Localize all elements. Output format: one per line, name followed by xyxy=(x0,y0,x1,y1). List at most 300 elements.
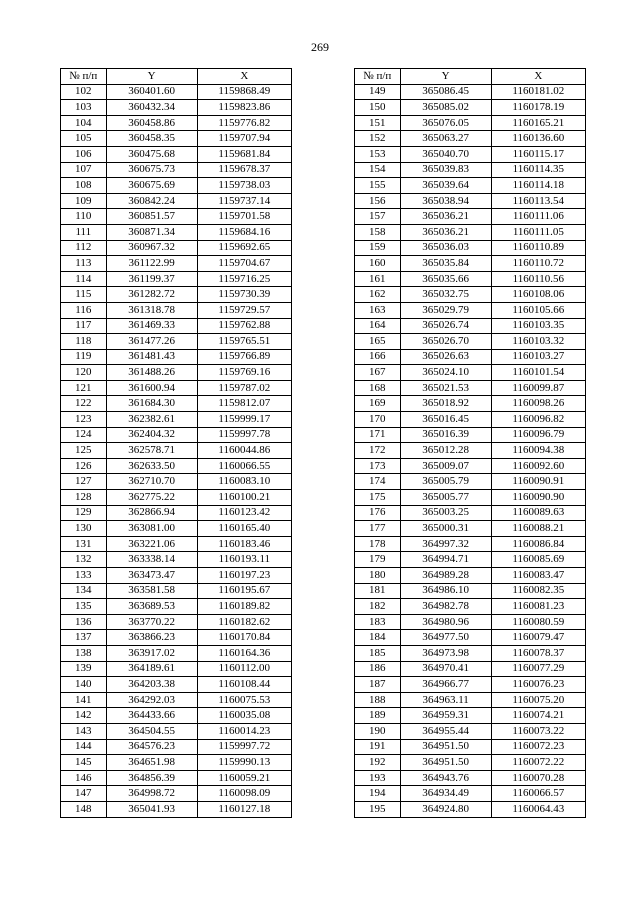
table-row xyxy=(61,490,292,506)
cell-x: 1160193.11 xyxy=(197,552,291,568)
cell-x: 1160181.02 xyxy=(491,84,585,100)
cell-number: 104 xyxy=(61,115,107,131)
cell-y: 362866.94 xyxy=(106,505,197,521)
cell-x: 1159737.14 xyxy=(197,193,291,209)
cell-x: 1160080.59 xyxy=(491,614,585,630)
cell-number: 121 xyxy=(61,380,107,396)
table-row xyxy=(355,162,586,178)
cell-number: 111 xyxy=(61,224,107,240)
table-row xyxy=(355,302,586,318)
cell-y: 360871.34 xyxy=(106,224,197,240)
cell-number: 113 xyxy=(61,256,107,272)
cell-y: 364963.11 xyxy=(400,692,491,708)
table-row xyxy=(355,755,586,771)
cell-x: 1160111.06 xyxy=(491,209,585,225)
table-row xyxy=(355,224,586,240)
cell-y: 365026.63 xyxy=(400,349,491,365)
cell-x: 1159729.57 xyxy=(197,302,291,318)
table-row xyxy=(61,224,292,240)
table-row xyxy=(355,723,586,739)
cell-y: 363338.14 xyxy=(106,552,197,568)
cell-y: 364998.72 xyxy=(106,786,197,802)
cell-number: 174 xyxy=(355,474,401,490)
table-row xyxy=(61,240,292,256)
cell-x: 1160081.23 xyxy=(491,599,585,615)
table-row xyxy=(355,349,586,365)
cell-y: 360967.32 xyxy=(106,240,197,256)
table-row xyxy=(61,115,292,131)
cell-number: 115 xyxy=(61,287,107,303)
cell-y: 363917.02 xyxy=(106,645,197,661)
table-row xyxy=(61,131,292,147)
cell-x: 1160077.29 xyxy=(491,661,585,677)
cell-number: 109 xyxy=(61,193,107,209)
table-row xyxy=(61,723,292,739)
table-row xyxy=(61,755,292,771)
cell-x: 1160111.05 xyxy=(491,224,585,240)
cell-y: 364982.78 xyxy=(400,599,491,615)
cell-y: 360475.68 xyxy=(106,146,197,162)
cell-number: 119 xyxy=(61,349,107,365)
cell-y: 365026.70 xyxy=(400,334,491,350)
cell-y: 362775.22 xyxy=(106,490,197,506)
cell-number: 135 xyxy=(61,599,107,615)
cell-number: 156 xyxy=(355,193,401,209)
cell-x: 1160101.54 xyxy=(491,365,585,381)
cell-y: 364651.98 xyxy=(106,755,197,771)
table-row xyxy=(355,583,586,599)
table-row xyxy=(61,770,292,786)
table-row xyxy=(61,630,292,646)
cell-x: 1160098.26 xyxy=(491,396,585,412)
cell-number: 134 xyxy=(61,583,107,599)
table-row xyxy=(355,521,586,537)
coordinates-table-left xyxy=(60,68,292,818)
cell-number: 102 xyxy=(61,84,107,100)
cell-x: 1160099.87 xyxy=(491,380,585,396)
table-row xyxy=(355,131,586,147)
cell-x: 1160103.32 xyxy=(491,334,585,350)
cell-y: 362382.61 xyxy=(106,412,197,428)
table-row xyxy=(355,505,586,521)
cell-y: 365005.79 xyxy=(400,474,491,490)
header-y: Y xyxy=(106,69,197,85)
cell-x: 1160183.46 xyxy=(197,536,291,552)
cell-y: 361684.30 xyxy=(106,396,197,412)
cell-x: 1160059.21 xyxy=(197,770,291,786)
table-row xyxy=(355,209,586,225)
cell-y: 364433.66 xyxy=(106,708,197,724)
table-row xyxy=(355,146,586,162)
cell-x: 1160044.86 xyxy=(197,443,291,459)
table-row xyxy=(355,380,586,396)
cell-number: 148 xyxy=(61,801,107,817)
cell-y: 361122.99 xyxy=(106,256,197,272)
cell-x: 1160064.43 xyxy=(491,801,585,817)
cell-number: 126 xyxy=(61,458,107,474)
cell-number: 189 xyxy=(355,708,401,724)
cell-y: 363866.23 xyxy=(106,630,197,646)
table-row xyxy=(61,801,292,817)
cell-x: 1159999.17 xyxy=(197,412,291,428)
cell-y: 364856.39 xyxy=(106,770,197,786)
cell-number: 146 xyxy=(61,770,107,786)
cell-number: 106 xyxy=(61,146,107,162)
table-row xyxy=(355,334,586,350)
cell-number: 112 xyxy=(61,240,107,256)
cell-y: 365038.94 xyxy=(400,193,491,209)
cell-x: 1160103.27 xyxy=(491,349,585,365)
cell-x: 1160082.35 xyxy=(491,583,585,599)
table-row xyxy=(355,240,586,256)
cell-y: 364292.03 xyxy=(106,692,197,708)
cell-x: 1160076.23 xyxy=(491,677,585,693)
cell-x: 1159787.02 xyxy=(197,380,291,396)
cell-x: 1160066.57 xyxy=(491,786,585,802)
cell-x: 1159716.25 xyxy=(197,271,291,287)
cell-number: 180 xyxy=(355,568,401,584)
cell-x: 1160113.54 xyxy=(491,193,585,209)
table-row xyxy=(61,708,292,724)
cell-number: 184 xyxy=(355,630,401,646)
cell-number: 145 xyxy=(61,755,107,771)
cell-x: 1160083.47 xyxy=(491,568,585,584)
cell-number: 178 xyxy=(355,536,401,552)
cell-x: 1160195.67 xyxy=(197,583,291,599)
cell-y: 361282.72 xyxy=(106,287,197,303)
cell-number: 144 xyxy=(61,739,107,755)
cell-number: 149 xyxy=(355,84,401,100)
cell-x: 1159766.89 xyxy=(197,349,291,365)
cell-y: 365063.27 xyxy=(400,131,491,147)
cell-y: 362633.50 xyxy=(106,458,197,474)
cell-y: 363581.58 xyxy=(106,583,197,599)
table-row xyxy=(355,661,586,677)
cell-number: 182 xyxy=(355,599,401,615)
cell-y: 365026.74 xyxy=(400,318,491,334)
cell-number: 150 xyxy=(355,100,401,116)
table-row xyxy=(355,318,586,334)
cell-x: 1159701.58 xyxy=(197,209,291,225)
cell-y: 365039.64 xyxy=(400,178,491,194)
cell-y: 365040.70 xyxy=(400,146,491,162)
cell-y: 360458.86 xyxy=(106,115,197,131)
cell-x: 1159738.03 xyxy=(197,178,291,194)
cell-number: 138 xyxy=(61,645,107,661)
cell-x: 1160035.08 xyxy=(197,708,291,724)
cell-y: 365086.45 xyxy=(400,84,491,100)
cell-y: 365041.93 xyxy=(106,801,197,817)
cell-number: 116 xyxy=(61,302,107,318)
cell-x: 1159823.86 xyxy=(197,100,291,116)
table-row xyxy=(61,677,292,693)
table-row xyxy=(61,521,292,537)
header-x: X xyxy=(197,69,291,85)
table-body-left xyxy=(61,84,292,817)
cell-number: 127 xyxy=(61,474,107,490)
table-row xyxy=(355,256,586,272)
cell-x: 1160165.40 xyxy=(197,521,291,537)
cell-number: 139 xyxy=(61,661,107,677)
cell-number: 133 xyxy=(61,568,107,584)
cell-x: 1160108.44 xyxy=(197,677,291,693)
cell-number: 114 xyxy=(61,271,107,287)
cell-x: 1160110.89 xyxy=(491,240,585,256)
cell-number: 192 xyxy=(355,755,401,771)
cell-x: 1160110.72 xyxy=(491,256,585,272)
table-row xyxy=(61,536,292,552)
cell-x: 1159997.78 xyxy=(197,427,291,443)
cell-x: 1159684.16 xyxy=(197,224,291,240)
cell-y: 364576.23 xyxy=(106,739,197,755)
table-row xyxy=(61,443,292,459)
cell-number: 152 xyxy=(355,131,401,147)
table-row xyxy=(355,287,586,303)
table-row xyxy=(355,271,586,287)
cell-y: 364977.50 xyxy=(400,630,491,646)
table-row xyxy=(61,302,292,318)
table-row xyxy=(355,84,586,100)
cell-number: 185 xyxy=(355,645,401,661)
table-row xyxy=(61,146,292,162)
cell-x: 1160090.91 xyxy=(491,474,585,490)
table-header-row xyxy=(355,69,586,85)
table-row xyxy=(61,209,292,225)
table-row xyxy=(355,474,586,490)
table-row xyxy=(61,193,292,209)
cell-y: 362710.70 xyxy=(106,474,197,490)
cell-x: 1160197.23 xyxy=(197,568,291,584)
cell-y: 363689.53 xyxy=(106,599,197,615)
cell-number: 190 xyxy=(355,723,401,739)
table-row xyxy=(355,536,586,552)
cell-number: 183 xyxy=(355,614,401,630)
cell-number: 166 xyxy=(355,349,401,365)
table-row xyxy=(355,708,586,724)
cell-number: 181 xyxy=(355,583,401,599)
cell-y: 365036.21 xyxy=(400,224,491,240)
header-y: Y xyxy=(400,69,491,85)
table-row xyxy=(61,692,292,708)
cell-y: 365018.92 xyxy=(400,396,491,412)
cell-number: 117 xyxy=(61,318,107,334)
table-body-right xyxy=(355,84,586,817)
cell-y: 365012.28 xyxy=(400,443,491,459)
cell-number: 132 xyxy=(61,552,107,568)
cell-number: 169 xyxy=(355,396,401,412)
cell-x: 1160182.62 xyxy=(197,614,291,630)
cell-number: 105 xyxy=(61,131,107,147)
cell-y: 363770.22 xyxy=(106,614,197,630)
cell-y: 365005.77 xyxy=(400,490,491,506)
cell-x: 1160123.42 xyxy=(197,505,291,521)
table-row xyxy=(355,443,586,459)
cell-x: 1160094.38 xyxy=(491,443,585,459)
cell-x: 1159692.65 xyxy=(197,240,291,256)
cell-number: 162 xyxy=(355,287,401,303)
cell-x: 1160072.23 xyxy=(491,739,585,755)
cell-y: 365032.75 xyxy=(400,287,491,303)
cell-number: 160 xyxy=(355,256,401,272)
cell-y: 360675.69 xyxy=(106,178,197,194)
cell-x: 1160178.19 xyxy=(491,100,585,116)
cell-x: 1159997.72 xyxy=(197,739,291,755)
table-row xyxy=(61,256,292,272)
table-row xyxy=(61,287,292,303)
cell-y: 361199.37 xyxy=(106,271,197,287)
cell-y: 364959.31 xyxy=(400,708,491,724)
cell-x: 1160108.06 xyxy=(491,287,585,303)
cell-y: 365003.25 xyxy=(400,505,491,521)
cell-number: 194 xyxy=(355,786,401,802)
table-row xyxy=(61,739,292,755)
cell-number: 186 xyxy=(355,661,401,677)
cell-number: 163 xyxy=(355,302,401,318)
cell-y: 364980.96 xyxy=(400,614,491,630)
cell-x: 1160089.63 xyxy=(491,505,585,521)
table-row xyxy=(61,583,292,599)
cell-x: 1159681.84 xyxy=(197,146,291,162)
cell-x: 1160075.53 xyxy=(197,692,291,708)
cell-number: 128 xyxy=(61,490,107,506)
cell-number: 137 xyxy=(61,630,107,646)
cell-number: 120 xyxy=(61,365,107,381)
cell-x: 1160088.21 xyxy=(491,521,585,537)
cell-number: 129 xyxy=(61,505,107,521)
cell-x: 1160115.17 xyxy=(491,146,585,162)
table-row xyxy=(355,739,586,755)
table-row xyxy=(355,770,586,786)
cell-x: 1160098.09 xyxy=(197,786,291,802)
cell-x: 1160072.22 xyxy=(491,755,585,771)
cell-y: 364973.98 xyxy=(400,645,491,661)
table-row xyxy=(355,365,586,381)
table-row xyxy=(61,661,292,677)
table-row xyxy=(355,396,586,412)
cell-number: 147 xyxy=(61,786,107,802)
cell-number: 164 xyxy=(355,318,401,334)
cell-y: 362404.32 xyxy=(106,427,197,443)
header-num: № п/п xyxy=(355,69,401,85)
table-row xyxy=(61,349,292,365)
cell-x: 1160189.82 xyxy=(197,599,291,615)
cell-y: 360675.73 xyxy=(106,162,197,178)
cell-number: 108 xyxy=(61,178,107,194)
cell-y: 364970.41 xyxy=(400,661,491,677)
cell-x: 1160090.90 xyxy=(491,490,585,506)
table-row xyxy=(61,458,292,474)
table-row xyxy=(61,645,292,661)
cell-number: 168 xyxy=(355,380,401,396)
cell-y: 365035.84 xyxy=(400,256,491,272)
cell-number: 153 xyxy=(355,146,401,162)
cell-y: 362578.71 xyxy=(106,443,197,459)
cell-y: 364189.61 xyxy=(106,661,197,677)
cell-number: 122 xyxy=(61,396,107,412)
cell-y: 364989.28 xyxy=(400,568,491,584)
cell-x: 1160127.18 xyxy=(197,801,291,817)
table-row xyxy=(61,100,292,116)
table-row xyxy=(61,568,292,584)
cell-number: 179 xyxy=(355,552,401,568)
table-row xyxy=(355,178,586,194)
table-row xyxy=(61,552,292,568)
cell-y: 360842.24 xyxy=(106,193,197,209)
cell-y: 365035.66 xyxy=(400,271,491,287)
cell-y: 364966.77 xyxy=(400,677,491,693)
cell-y: 361481.43 xyxy=(106,349,197,365)
cell-y: 364986.10 xyxy=(400,583,491,599)
cell-y: 363473.47 xyxy=(106,568,197,584)
table-row xyxy=(355,786,586,802)
cell-x: 1159776.82 xyxy=(197,115,291,131)
table-row xyxy=(61,427,292,443)
table-row xyxy=(355,568,586,584)
table-row xyxy=(61,474,292,490)
table-row xyxy=(61,178,292,194)
cell-x: 1160092.60 xyxy=(491,458,585,474)
cell-x: 1159707.94 xyxy=(197,131,291,147)
table-row xyxy=(61,614,292,630)
table-row xyxy=(61,505,292,521)
cell-number: 143 xyxy=(61,723,107,739)
cell-x: 1160170.84 xyxy=(197,630,291,646)
cell-x: 1159730.39 xyxy=(197,287,291,303)
table-row xyxy=(355,412,586,428)
table-row xyxy=(61,380,292,396)
cell-y: 364955.44 xyxy=(400,723,491,739)
cell-number: 140 xyxy=(61,677,107,693)
cell-number: 175 xyxy=(355,490,401,506)
table-row xyxy=(355,677,586,693)
cell-y: 365009.07 xyxy=(400,458,491,474)
cell-number: 172 xyxy=(355,443,401,459)
cell-y: 364951.50 xyxy=(400,739,491,755)
cell-number: 170 xyxy=(355,412,401,428)
cell-number: 151 xyxy=(355,115,401,131)
cell-x: 1160114.35 xyxy=(491,162,585,178)
cell-x: 1159704.67 xyxy=(197,256,291,272)
cell-x: 1160110.56 xyxy=(491,271,585,287)
table-row xyxy=(61,334,292,350)
cell-y: 360401.60 xyxy=(106,84,197,100)
cell-y: 364943.76 xyxy=(400,770,491,786)
cell-number: 103 xyxy=(61,100,107,116)
cell-x: 1160165.21 xyxy=(491,115,585,131)
cell-y: 364994.71 xyxy=(400,552,491,568)
cell-x: 1160085.69 xyxy=(491,552,585,568)
table-row xyxy=(355,427,586,443)
cell-x: 1160103.35 xyxy=(491,318,585,334)
cell-x: 1160083.10 xyxy=(197,474,291,490)
table-row xyxy=(61,599,292,615)
table-row xyxy=(61,84,292,100)
cell-number: 191 xyxy=(355,739,401,755)
cell-number: 176 xyxy=(355,505,401,521)
cell-x: 1159868.49 xyxy=(197,84,291,100)
cell-y: 365016.39 xyxy=(400,427,491,443)
cell-y: 360851.57 xyxy=(106,209,197,225)
table-row xyxy=(355,115,586,131)
cell-x: 1160066.55 xyxy=(197,458,291,474)
table-row xyxy=(61,412,292,428)
cell-y: 360432.34 xyxy=(106,100,197,116)
cell-x: 1160079.47 xyxy=(491,630,585,646)
cell-number: 131 xyxy=(61,536,107,552)
cell-number: 154 xyxy=(355,162,401,178)
cell-y: 361600.94 xyxy=(106,380,197,396)
cell-x: 1159769.16 xyxy=(197,365,291,381)
